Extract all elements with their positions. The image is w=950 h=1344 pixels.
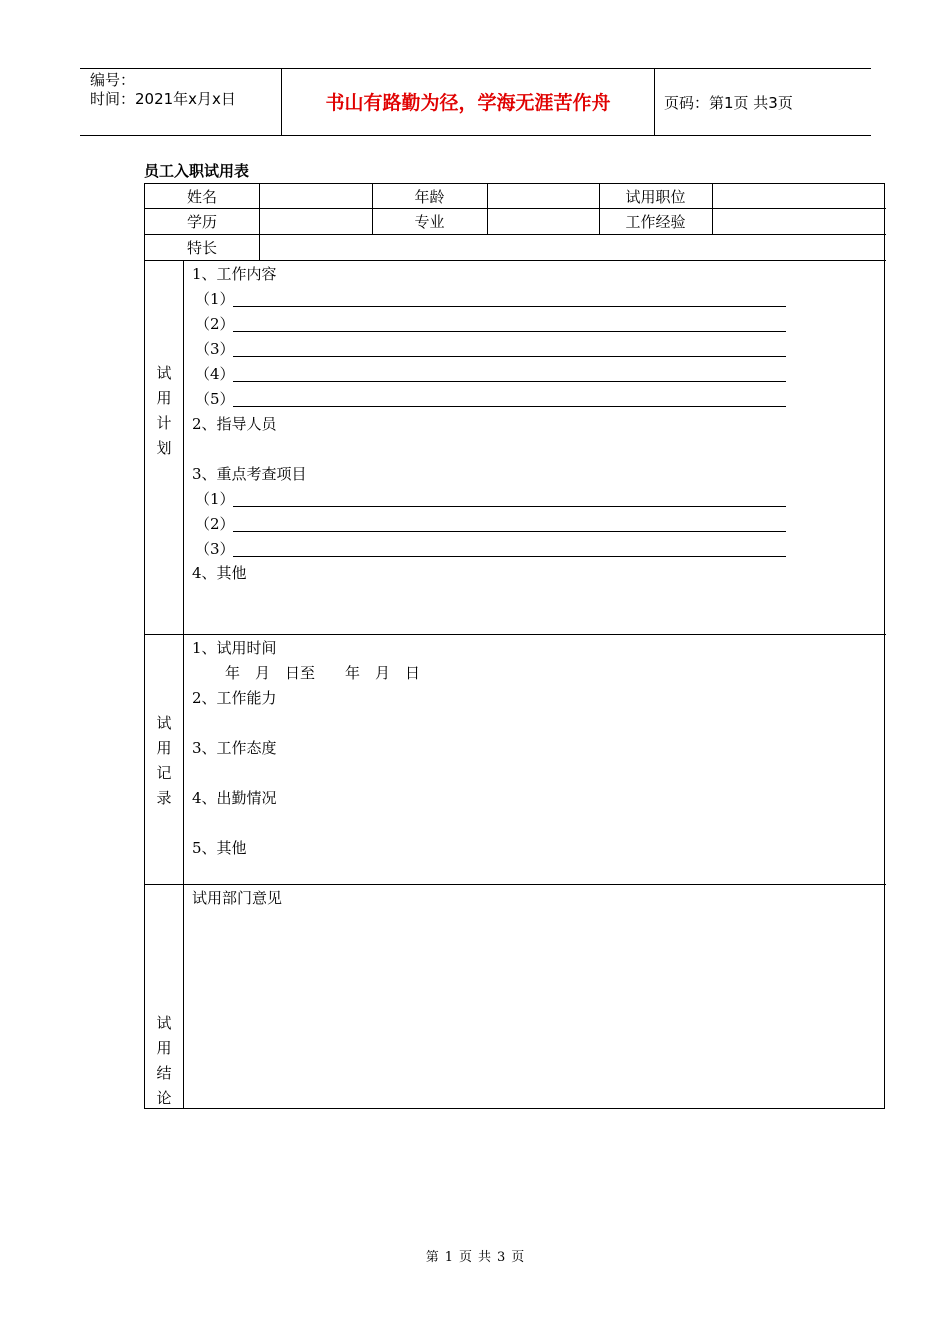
serial-label: 编号： xyxy=(90,71,136,89)
work-item-fill-line xyxy=(233,356,786,357)
col-divider xyxy=(487,184,488,234)
major-label: 专业 xyxy=(414,213,445,231)
specialty-label: 特长 xyxy=(186,239,217,257)
motto: 书山有路勤为径，学海无涯苦作舟 xyxy=(325,92,611,114)
work-item-index: （4） xyxy=(195,365,235,383)
work-item-fill-line xyxy=(233,406,786,407)
work-item-fill-line xyxy=(233,381,786,382)
row-divider xyxy=(145,884,886,885)
work-item-fill-line xyxy=(233,331,786,332)
col-divider xyxy=(183,260,184,1109)
page-footer: 第 1 页 共 3 页 xyxy=(425,1250,525,1265)
time-label: 时间：2021年x月x日 xyxy=(90,90,236,108)
work-item-index: （5） xyxy=(195,390,235,408)
key-item-fill-line xyxy=(233,531,786,532)
header-bottom-rule xyxy=(80,135,871,136)
position-label: 试用职位 xyxy=(625,188,686,206)
page-info: 页码：第1页 共3页 xyxy=(664,94,793,112)
plan-section-label: 试 用 计 划 xyxy=(156,364,172,457)
key-item-index: （1） xyxy=(195,490,235,508)
col-divider xyxy=(259,184,260,260)
work-item-index: （3） xyxy=(195,340,235,358)
ability-heading: 2、工作能力 xyxy=(192,689,277,707)
work-item-index: （1） xyxy=(195,290,235,308)
trial-form xyxy=(144,183,885,1109)
work-item-fill-line xyxy=(233,306,786,307)
key-item-fill-line xyxy=(233,506,786,507)
trial-date-range: 年 月 日至 年 月 日 xyxy=(225,664,421,682)
header-top-rule xyxy=(80,68,871,69)
key-item-index: （2） xyxy=(195,515,235,533)
key-item-fill-line xyxy=(233,556,786,557)
work-content-heading: 1、工作内容 xyxy=(192,265,277,283)
trial-time-heading: 1、试用时间 xyxy=(192,639,277,657)
plan-other-heading: 4、其他 xyxy=(192,564,247,582)
col-divider xyxy=(712,184,713,234)
name-label: 姓名 xyxy=(186,188,217,206)
department-opinion-heading: 试用部门意见 xyxy=(192,889,283,907)
age-label: 年龄 xyxy=(414,188,445,206)
attitude-heading: 3、工作态度 xyxy=(192,739,277,757)
record-other-heading: 5、其他 xyxy=(192,839,247,857)
row-divider xyxy=(145,634,886,635)
mentor-heading: 2、指导人员 xyxy=(192,415,277,433)
education-label: 学历 xyxy=(186,213,217,231)
record-section-label: 试 用 记 录 xyxy=(156,714,172,807)
work-item-index: （2） xyxy=(195,315,235,333)
experience-label: 工作经验 xyxy=(625,213,686,231)
page-title: 员工入职试用表 xyxy=(144,162,250,180)
header-divider xyxy=(654,68,655,136)
attendance-heading: 4、出勤情况 xyxy=(192,789,277,807)
key-items-heading: 3、重点考查项目 xyxy=(192,465,307,483)
key-item-index: （3） xyxy=(195,540,235,558)
conclusion-section-label: 试 用 结 论 xyxy=(156,1014,172,1107)
